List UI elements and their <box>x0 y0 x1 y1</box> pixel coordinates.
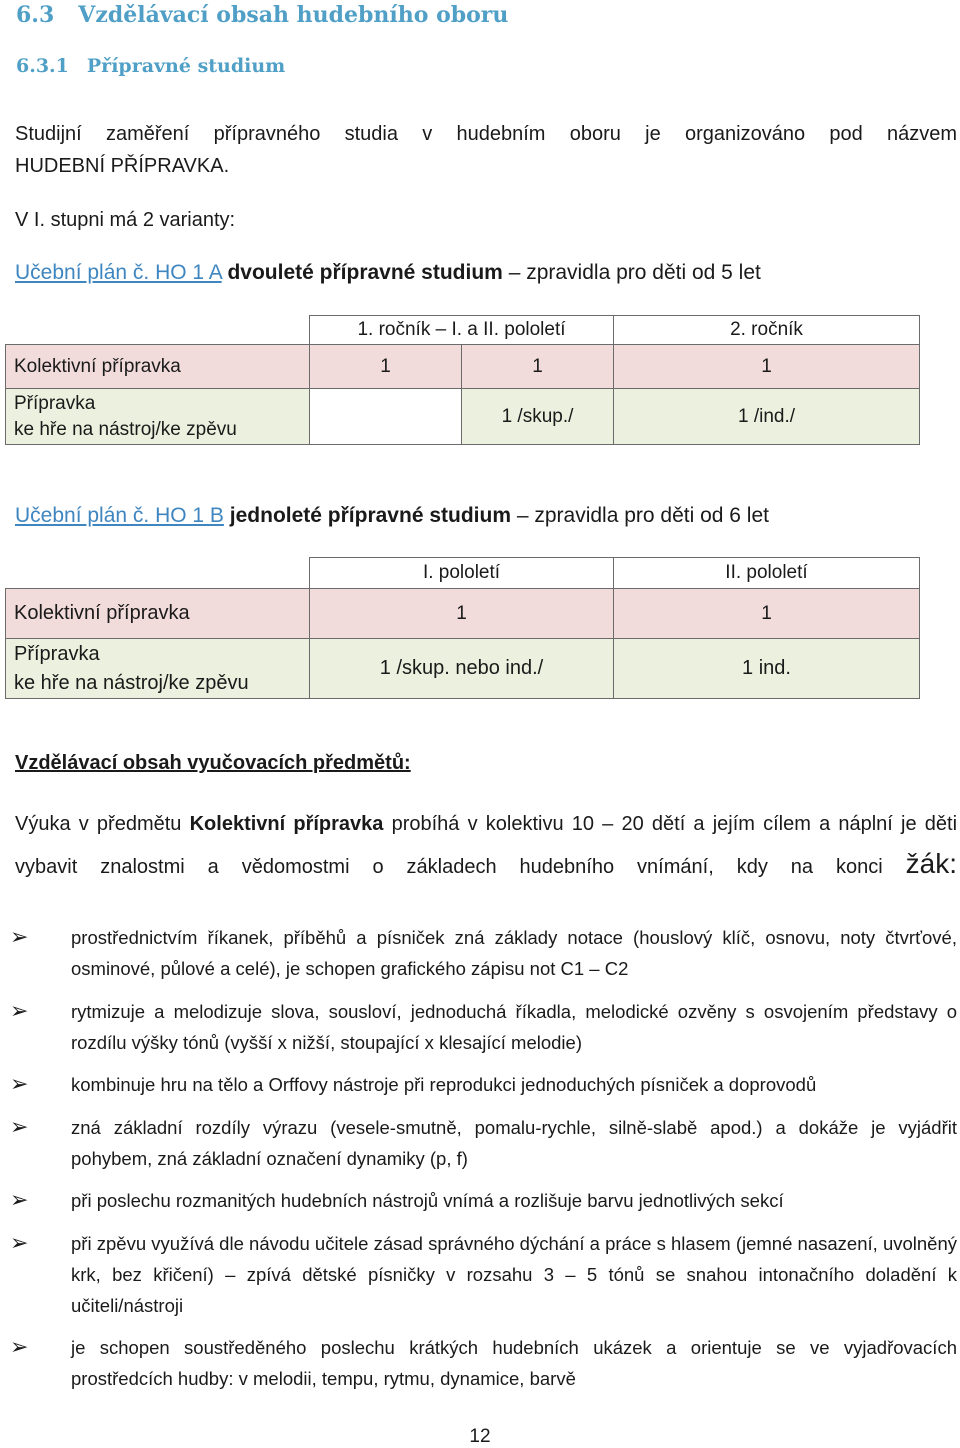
plan-b-row1-c1: 1 <box>310 589 614 639</box>
table-corner <box>6 558 310 589</box>
plan-b-link[interactable]: Učební plán č. HO 1 B <box>15 504 224 527</box>
arrow-bullet-icon: ➢ <box>10 1334 29 1359</box>
plan-b-row2-label-2: ke hře na nástroj/ke zpěvu <box>14 671 249 694</box>
plan-a-row2-empty <box>310 389 462 445</box>
plan-a-row2-label-2: ke hře na nástroj/ke zpěvu <box>14 418 237 440</box>
plan-b-row2-label <box>6 639 310 699</box>
variants-post: má 2 varianty: <box>103 209 236 231</box>
plan-b-bold: jednoleté přípravné studium <box>229 504 511 527</box>
arrow-bullet-icon: ➢ <box>10 1071 29 1096</box>
plan-a-row1-c3: 1 <box>614 345 920 389</box>
variants-pre: V I. stupni <box>15 209 104 231</box>
arrow-bullet-icon: ➢ <box>10 1114 29 1139</box>
list-item-text: rytmizuje a melodizuje slova, sousloví, jednoduchá říkadla, melodické ozvěny s osvojením představy o rozdílu výšky tónů (vyšší x nižší, stoupající x klesající melodie) <box>71 1001 957 1053</box>
section-title: Vzdělávací obsah hudebního oboru <box>78 2 509 28</box>
arrow-bullet-icon: ➢ <box>10 998 29 1023</box>
plan-b-heading <box>15 501 769 531</box>
plan-b-table <box>5 557 920 699</box>
plan-b-head-row <box>6 558 920 589</box>
arrow-bullet-icon: ➢ <box>10 1230 29 1255</box>
list-item-text: je schopen soustředěného poslechu krátkých hudebních ukázek a orientuje se ve vyjadřovacích prostředcích hudby: v melodii, tempu, rytmu, dynamice, barvě <box>71 1337 957 1389</box>
subsection-title: Přípravné studium <box>86 55 286 77</box>
plan-a-row2-c3: 1 /ind./ <box>614 389 920 445</box>
paragraph-big: žák: <box>905 848 957 879</box>
plan-a-rest: – zpravidla pro děti od 5 let <box>502 261 761 284</box>
plan-b-row-collective <box>6 589 920 639</box>
content-section-title: Vzdělávací obsah vyučovacích předmětů: <box>15 752 411 774</box>
variants-text <box>15 205 235 235</box>
content-paragraph <box>15 804 957 887</box>
arrow-bullet-icon: ➢ <box>10 1187 29 1212</box>
list-item-text: prostřednictvím říkanek, příběhů a písniček zná základy notace (houslový klíč, osnovu, noty čtvrťové, osminové, půlové a celé), je schopen grafického zápisu not C1 – C2 <box>71 927 957 979</box>
paragraph-post: probíhá v kolektivu 10 – 20 dětí a jejím cílem a náplní je děti vybavit znalostmi a vědomostmi o základech hudebního vnímání, kdy na konci <box>15 813 958 878</box>
plan-b-row2-label-1: Přípravka <box>14 642 100 665</box>
plan-b-col-term2: II. pololetí <box>614 558 920 589</box>
plan-b-row-instrument <box>6 639 920 699</box>
intro-line-2: HUDEBNÍ PŘÍPRAVKA. <box>15 155 230 177</box>
plan-a-table <box>5 315 920 445</box>
plan-a-row1-c2: 1 <box>462 345 614 389</box>
plan-b-row1-label: Kolektivní přípravka <box>6 589 310 639</box>
plan-a-head-row <box>6 316 920 345</box>
subsection-number: 6.3.1 <box>16 55 69 77</box>
plan-a-bold: dvouleté přípravné studium <box>227 261 503 284</box>
plan-a-row-instrument <box>6 389 920 445</box>
plan-a-row2-label-1: Přípravka <box>14 392 96 414</box>
plan-b-col-term1: I. pololetí <box>310 558 614 589</box>
section-heading <box>16 2 508 28</box>
list-item-text: kombinuje hru na tělo a Orffovy nástroje při reprodukci jednoduchých písniček a doprovodů <box>71 1074 817 1095</box>
page-number: 12 <box>469 1426 491 1447</box>
list-item-text: při zpěvu využívá dle návodu učitele zásad správného dýchání a práce s hlasem (jemné nasazení, uvolněný krk, bez křičení) – zpívá dětské písničky v rozsahu 3 – 5 tónů se snahou intonačního doladění k učiteli/nástroji <box>71 1233 957 1316</box>
plan-b-row1-c2: 1 <box>614 589 920 639</box>
plan-a-link[interactable]: Učební plán č. HO 1 A <box>15 261 222 284</box>
plan-a-col-year2: 2. ročník <box>614 316 920 345</box>
plan-a-col-year1: 1. ročník – I. a II. pololetí <box>310 316 614 345</box>
plan-a-row-collective <box>6 345 920 389</box>
list-item-text: zná základní rozdíly výrazu (vesele-smutně, pomalu-rychle, silně-slabě apod.) a dokáže je vyjádřit pohybem, zná základní označení dynamiky (p, f) <box>71 1117 957 1169</box>
plan-a-row1-label: Kolektivní přípravka <box>6 345 310 389</box>
subsection-heading <box>16 55 285 77</box>
list-item-text: při poslechu rozmanitých hudebních nástrojů vnímá a rozlišuje barvu jednotlivých sekcí <box>71 1190 784 1211</box>
plan-a-row2-c2: 1 /skup./ <box>462 389 614 445</box>
plan-a-row2-label <box>6 389 310 445</box>
plan-b-row2-c1: 1 /skup. nebo ind./ <box>310 639 614 699</box>
arrow-bullet-icon: ➢ <box>10 924 29 949</box>
plan-b-rest: – zpravidla pro děti od 6 let <box>511 504 769 527</box>
plan-a-row1-c1: 1 <box>310 345 462 389</box>
table-corner <box>6 316 310 345</box>
section-number: 6.3 <box>16 2 55 28</box>
intro-line-1: Studijní zaměření přípravného studia v hudebním oboru je organizováno pod názvem <box>15 123 957 145</box>
plan-a-heading <box>15 258 761 288</box>
paragraph-bold: Kolektivní přípravka <box>189 813 384 835</box>
paragraph-pre: Výuka v předmětu <box>15 813 190 835</box>
plan-b-row2-c2: 1 ind. <box>614 639 920 699</box>
